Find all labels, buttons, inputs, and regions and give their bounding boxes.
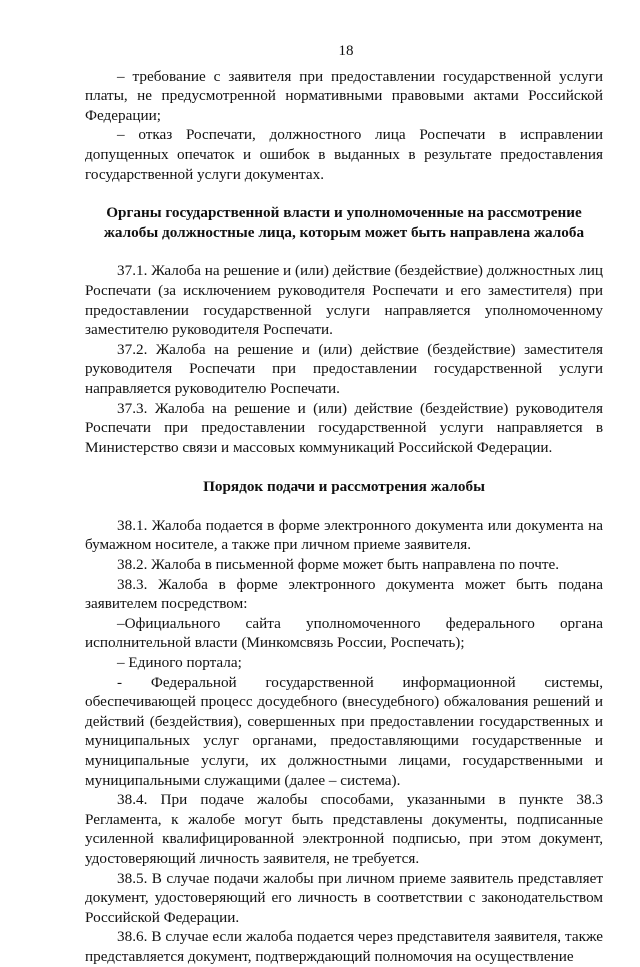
- section-heading-authorities: Органы государственной власти и уполномоченные на рассмотрение жалобы должностные лица, которым может быть направлена жалоба: [103, 204, 585, 241]
- paragraph-requirement-fee: – требование с заявителя при предоставлении государственной услуги платы, не предусмотренной нормативными правовыми актами Российской Федерации;: [85, 67, 603, 124]
- page-number: 18: [338, 43, 354, 59]
- paragraph-38-3: 38.3. Жалоба в форме электронного документа может быть подана заявителем посредством:: [85, 575, 603, 613]
- spacer: [85, 497, 603, 516]
- paragraph-38-5: 38.5. В случае подачи жалобы при личном приеме заявитель представляет документ, удостоверяющий его личность в соответствии с законодательством Российской Федерации.: [85, 869, 603, 926]
- paragraph-refusal-corrections: – отказ Роспечати, должностного лица Роспечати в исправлении допущенных опечаток и ошибок в выданных в результате предоставления государственной услуги документах.: [85, 126, 603, 183]
- paragraph-38-4: 38.4. При подаче жалобы способами, указанными в пункте 38.3 Регламента, к жалобе могут быть представлены документы, подписанные усиленной квалифицированной электронной подписью, при этом документ, удостоверяющий личность заявителя, не требуется.: [85, 791, 603, 867]
- paragraph-38-1: 38.1. Жалоба подается в форме электронного документа или документа на бумажном носителе, а также при личном приеме заявителя.: [85, 516, 603, 554]
- spacer: [85, 184, 603, 203]
- paragraph-37-2: 37.2. Жалоба на решение и (или) действие (бездействие) заместителя руководителя Роспечати при предоставлении государственной услуги направляется руководителю Роспечати.: [85, 340, 603, 397]
- paragraph-38-6: 38.6. В случае если жалоба подается через представителя заявителя, также представляется документ, подтверждающий полномочия на осуществление: [85, 928, 603, 965]
- spacer: [85, 242, 603, 261]
- paragraph-37-1: 37.1. Жалоба на решение и (или) действие (бездействие) должностных лиц Роспечати (за исключением руководителя Роспечати и его заместителя) при предоставлении государственной услуги направляется уполномоченному заместителю руководителя Роспечати.: [85, 262, 603, 339]
- list-item-official-site: –Официального сайта уполномоченного федерального органа исполнительной власти (Минкомсвязь России, Роспечать);: [85, 614, 603, 652]
- paragraph-37-3: 37.3. Жалоба на решение и (или) действие (бездействие) руководителя Роспечати при предоставлении государственной услуги направляется в Министерство связи и массовых коммуникаций Российской Федерации.: [85, 399, 603, 456]
- section-heading-procedure: Порядок подачи и рассмотрения жалобы: [203, 478, 485, 496]
- document-page: [85, 42, 603, 967]
- list-item-federal-system: - Федеральной государственной информационной системы, обеспечивающей процесс досудебного (внесудебного) обжалования решений и действий (бездействия), совершенных при предоставлении государственных и муниципальных услуг органами, предоставляющими государственные и муниципальные услуги, их должностными лицами, государственными и муниципальными служащими (далее – система).: [85, 673, 603, 789]
- list-item-single-portal: – Единого портала;: [117, 654, 242, 672]
- paragraph-38-2: 38.2. Жалоба в письменной форме может быть направлена по почте.: [117, 556, 560, 574]
- spacer: [85, 457, 603, 477]
